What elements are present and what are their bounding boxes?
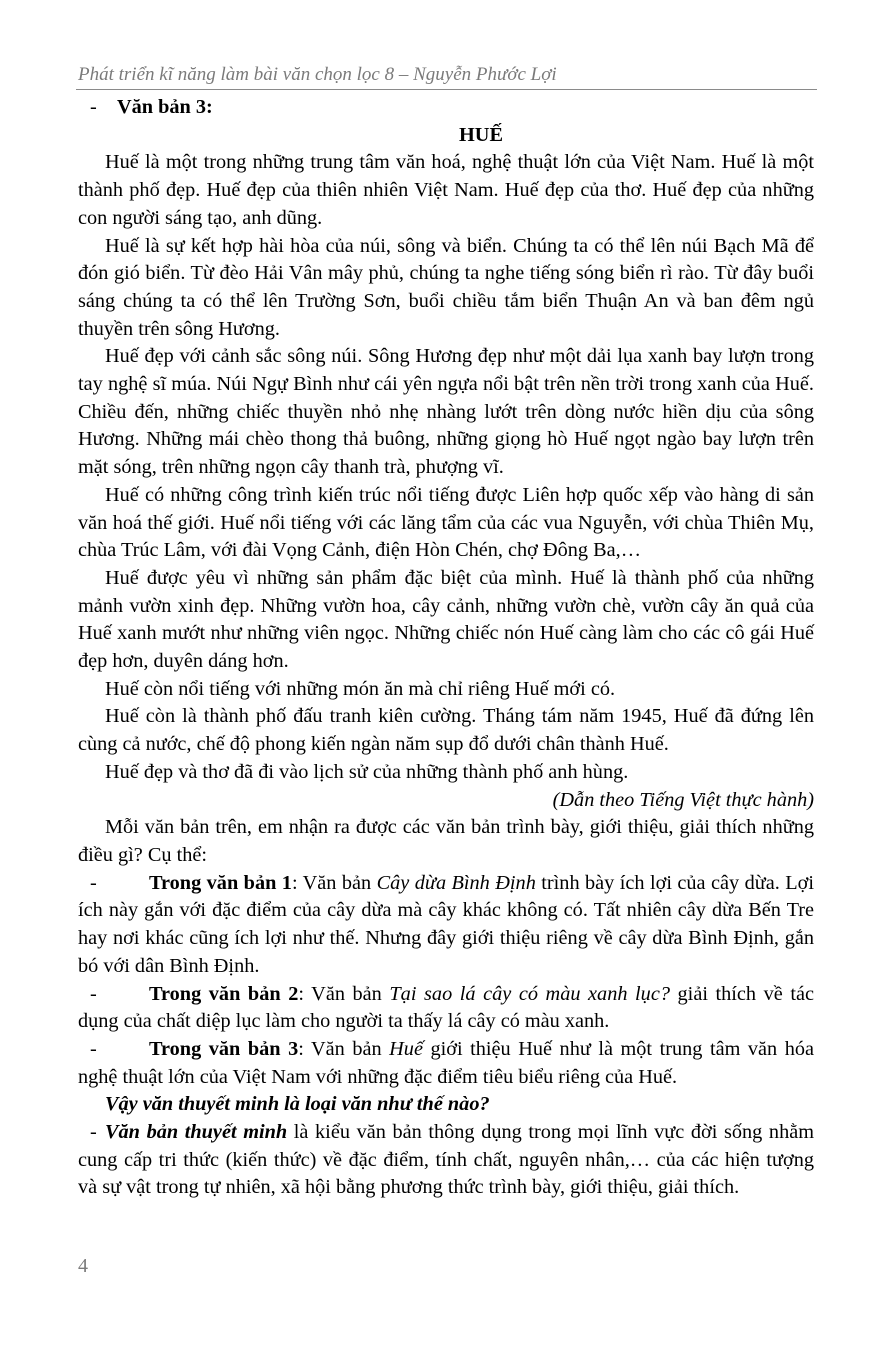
list-item: - Trong văn bản 2: Văn bản Tại sao lá cây có màu xanh lục? giải thích về tác dụng của chất diệp lục làm cho người ta thấy lá cây có màu xanh.	[78, 982, 814, 1033]
paragraph: Huế là một trong những trung tâm văn hoá, nghệ thuật lớn của Việt Nam. Huế là một thành phố đẹp. Huế đẹp của thiên nhiên Việt Nam. Huế đẹp của thơ. Huế đẹp của những con người sáng tạo, anh dũng.	[78, 151, 814, 229]
question-paragraph: Mỗi văn bản trên, em nhận ra được các văn bản trình bày, giới thiệu, giải thích những điều gì? Cụ thể:	[78, 816, 814, 866]
paragraph: Huế được yêu vì những sản phẩm đặc biệt của mình. Huế là thành phố của những mảnh vườn xinh đẹp. Những vườn hoa, cây cảnh, những vườn chè, vườn cây ăn quả của Huế xanh mướt như những viên ngọc. Những chiếc nón Huế càng làm cho các cô gái Huế đẹp hơn, duyên dáng hơn.	[78, 566, 814, 673]
list-item: - Trong văn bản 3: Văn bản Huế giới thiệu Huế như là một trung tâm văn hóa nghệ thuật lớn của Việt Nam với những đặc điểm tiêu biểu riêng của Huế.	[78, 1037, 814, 1088]
page-number: 4	[78, 1255, 88, 1277]
source-citation: (Dẫn theo Tiếng Việt thực hành)	[552, 788, 814, 811]
paragraph: Huế đẹp với cảnh sắc sông núi. Sông Hương đẹp như một dải lụa xanh bay lượn trong tay nghệ sĩ múa. Núi Ngự Bình như cái yên ngựa nổi bật trên nền trời trong xanh của Huế. Chiều đến, những chiếc thuyền nhỏ nhẹ nhàng lướt trên dòng nước hiền dịu của sông Hương. Những mái chèo thong thả buông, những giọng hò Huế ngọt ngào bay lượn trên mặt sóng, trên những ngọn cây thanh trà, phượng vĩ.	[78, 345, 814, 479]
paragraph: Huế đẹp và thơ đã đi vào lịch sử của những thành phố anh hùng.	[105, 760, 629, 783]
section-label: - Văn bản 3:	[90, 96, 213, 118]
header-rule	[76, 89, 817, 90]
definition-paragraph: - Văn bản thuyết minh là kiểu văn bản thông dụng trong mọi lĩnh vực đời sống nhằm cung cấp tri thức (kiến thức) về đặc điểm, tính chất, nguyên nhân,… của các hiện tượng và sự vật trong tự nhiên, xã hội bằng phương thức trình bày, giới thiệu, giải thích.	[78, 1121, 814, 1199]
paragraph: Huế là sự kết hợp hài hòa của núi, sông và biển. Chúng ta có thể lên núi Bạch Mã để đón gió biển. Từ đèo Hải Vân mây phủ, chúng ta nghe tiếng sóng biển rì rào. Từ đây buổi sáng chúng ta có thể lên Trường Sơn, buổi chiều tắm biển Thuận An và ban đêm ngủ thuyền trên sông Hương.	[78, 234, 814, 340]
paragraph: Huế còn nổi tiếng với những món ăn mà chỉ riêng Huế mới có.	[105, 677, 616, 700]
running-header: Phát triển kĩ năng làm bài văn chọn lọc 8 – Nguyễn Phước Lợi	[78, 64, 557, 85]
page-body	[78, 94, 814, 1202]
list-item: - Trong văn bản 1: Văn bản Cây dừa Bình Định trình bày ích lợi của cây dừa. Lợi ích này gắn với đặc điểm của cây dừa mà cây khác không có. Tất nhiên cây dừa Bến Tre hay nơi khác cũng ích lợi như thế. Nhưng đây giới thiệu riêng về cây dừa Bình Định, gắn bó với dân Bình Định.	[78, 871, 814, 977]
text-title: HUẾ	[459, 123, 503, 146]
paragraph: Huế còn là thành phố đấu tranh kiên cường. Tháng tám năm 1945, Huế đã đứng lên cùng cả nước, chế độ phong kiến ngàn năm sụp đổ dưới chân thành Huế.	[78, 705, 814, 756]
paragraph: Huế có những công trình kiến trúc nổi tiếng được Liên hợp quốc xếp vào hàng di sản văn hoá thế giới. Huế nổi tiếng với các lăng tẩm của các vua Nguyễn, với chùa Thiên Mụ, chùa Trúc Lâm, với đài Vọng Cảnh, điện Hòn Chén, chợ Đông Ba,…	[78, 483, 814, 562]
definition-question: Vậy văn thuyết minh là loại văn như thế nào?	[105, 1093, 490, 1116]
